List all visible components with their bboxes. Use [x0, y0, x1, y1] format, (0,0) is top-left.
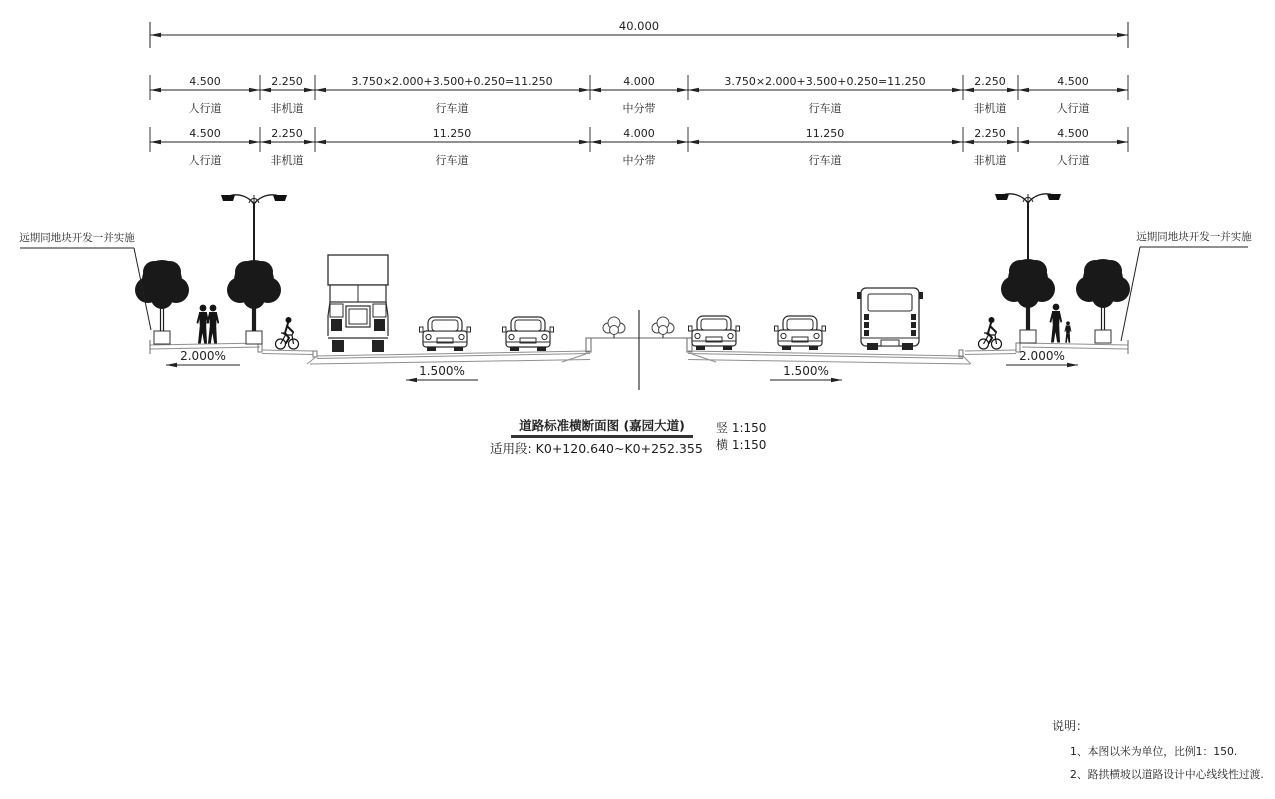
pedestrian-icon: [1050, 304, 1063, 343]
leader-left: [19, 231, 151, 330]
slope-left-carriageway: [406, 364, 478, 380]
car-icon: [503, 317, 554, 351]
notes-heading: 说明：: [1052, 719, 1089, 733]
pedestrian-icon: [207, 305, 220, 344]
tree-icon: [1076, 259, 1130, 343]
slope-value: 2.000%: [180, 349, 226, 363]
dim-value: 4.500: [189, 127, 221, 140]
drawing-title: 道路标准横断面图 (嘉园大道): [519, 418, 685, 433]
slope-right-carriageway: [770, 364, 842, 380]
lane-label: 行车道: [808, 154, 842, 167]
car-icon: [775, 316, 826, 350]
dim-value: 11.250: [805, 127, 845, 140]
shrub-icon: [652, 317, 674, 338]
dim-value: 2.250: [271, 127, 303, 140]
road-structure: [150, 310, 1128, 390]
tree-icon: [135, 260, 189, 344]
lane-label: 非机道: [270, 102, 304, 115]
dim-value: 11.250: [432, 127, 472, 140]
dim-value: 2.250: [974, 75, 1006, 88]
slope-value: 2.000%: [1019, 349, 1065, 363]
title-underline: [511, 435, 693, 438]
pedestrian-icon: [197, 305, 210, 344]
lane-label: 中分带: [622, 154, 656, 167]
truck-icon: [328, 255, 388, 352]
lane-label: 非机道: [270, 154, 304, 167]
car-icon: [420, 317, 471, 351]
lane-label: 人行道: [1056, 154, 1090, 167]
lane-label: 行车道: [435, 154, 469, 167]
lane-label: 非机道: [973, 154, 1007, 167]
lane-label: 行车道: [435, 102, 469, 115]
dim-value: 3.750×2.000+3.500+0.250=11.250: [724, 75, 926, 88]
lane-label: 人行道: [188, 102, 222, 115]
dimension-row-1: [150, 75, 1128, 115]
dim-value: 3.750×2.000+3.500+0.250=11.250: [351, 75, 553, 88]
lane-label: 人行道: [1056, 102, 1090, 115]
scale-horizontal: 横 1:150: [716, 438, 767, 452]
lane-label: 中分带: [622, 102, 656, 115]
total-width-value: 40.000: [618, 19, 660, 33]
applicable-range: 适用段: K0+120.640~K0+252.355: [490, 441, 703, 456]
car-icon: [689, 316, 740, 350]
lane-label: 人行道: [188, 154, 222, 167]
lane-label: 非机道: [973, 102, 1007, 115]
scale-vertical: 竖 1:150: [716, 421, 767, 435]
slope-value: 1.500%: [783, 364, 829, 378]
leader-left-label: 远期同地块开发一并实施: [19, 232, 135, 244]
leader-right: [1121, 230, 1252, 341]
note-item: 2、路拱横坡以道路设计中心线线性过渡.: [1070, 768, 1264, 781]
cyclist-icon: [276, 317, 299, 349]
shrub-icon: [603, 317, 625, 338]
lane-label: 行车道: [808, 102, 842, 115]
dim-value: 4.500: [1057, 75, 1089, 88]
note-item: 1、本图以米为单位，比例1：150.: [1070, 745, 1238, 758]
slope-annotations: [166, 349, 1078, 380]
dim-value: 2.250: [271, 75, 303, 88]
scene-elements: [135, 194, 1130, 352]
slope-right-sidewalk: [1006, 349, 1078, 365]
dim-value: 4.500: [1057, 127, 1089, 140]
dim-value: 2.250: [974, 127, 1006, 140]
dim-value: 4.000: [623, 75, 655, 88]
cyclist-icon: [979, 317, 1002, 349]
dimension-row-2: [150, 127, 1128, 167]
tree-icon: [227, 260, 281, 344]
dim-value: 4.500: [189, 75, 221, 88]
slope-left-sidewalk: [166, 349, 240, 365]
tree-icon: [1001, 259, 1055, 343]
dim-value: 4.000: [623, 127, 655, 140]
total-dimension: [150, 19, 1128, 48]
leader-right-label: 远期同地块开发一并实施: [1136, 231, 1252, 243]
child-icon: [1064, 321, 1071, 342]
notes-block: [1052, 719, 1264, 781]
bus-icon: [857, 288, 923, 350]
slope-value: 1.500%: [419, 364, 465, 378]
title-block: [490, 418, 766, 456]
